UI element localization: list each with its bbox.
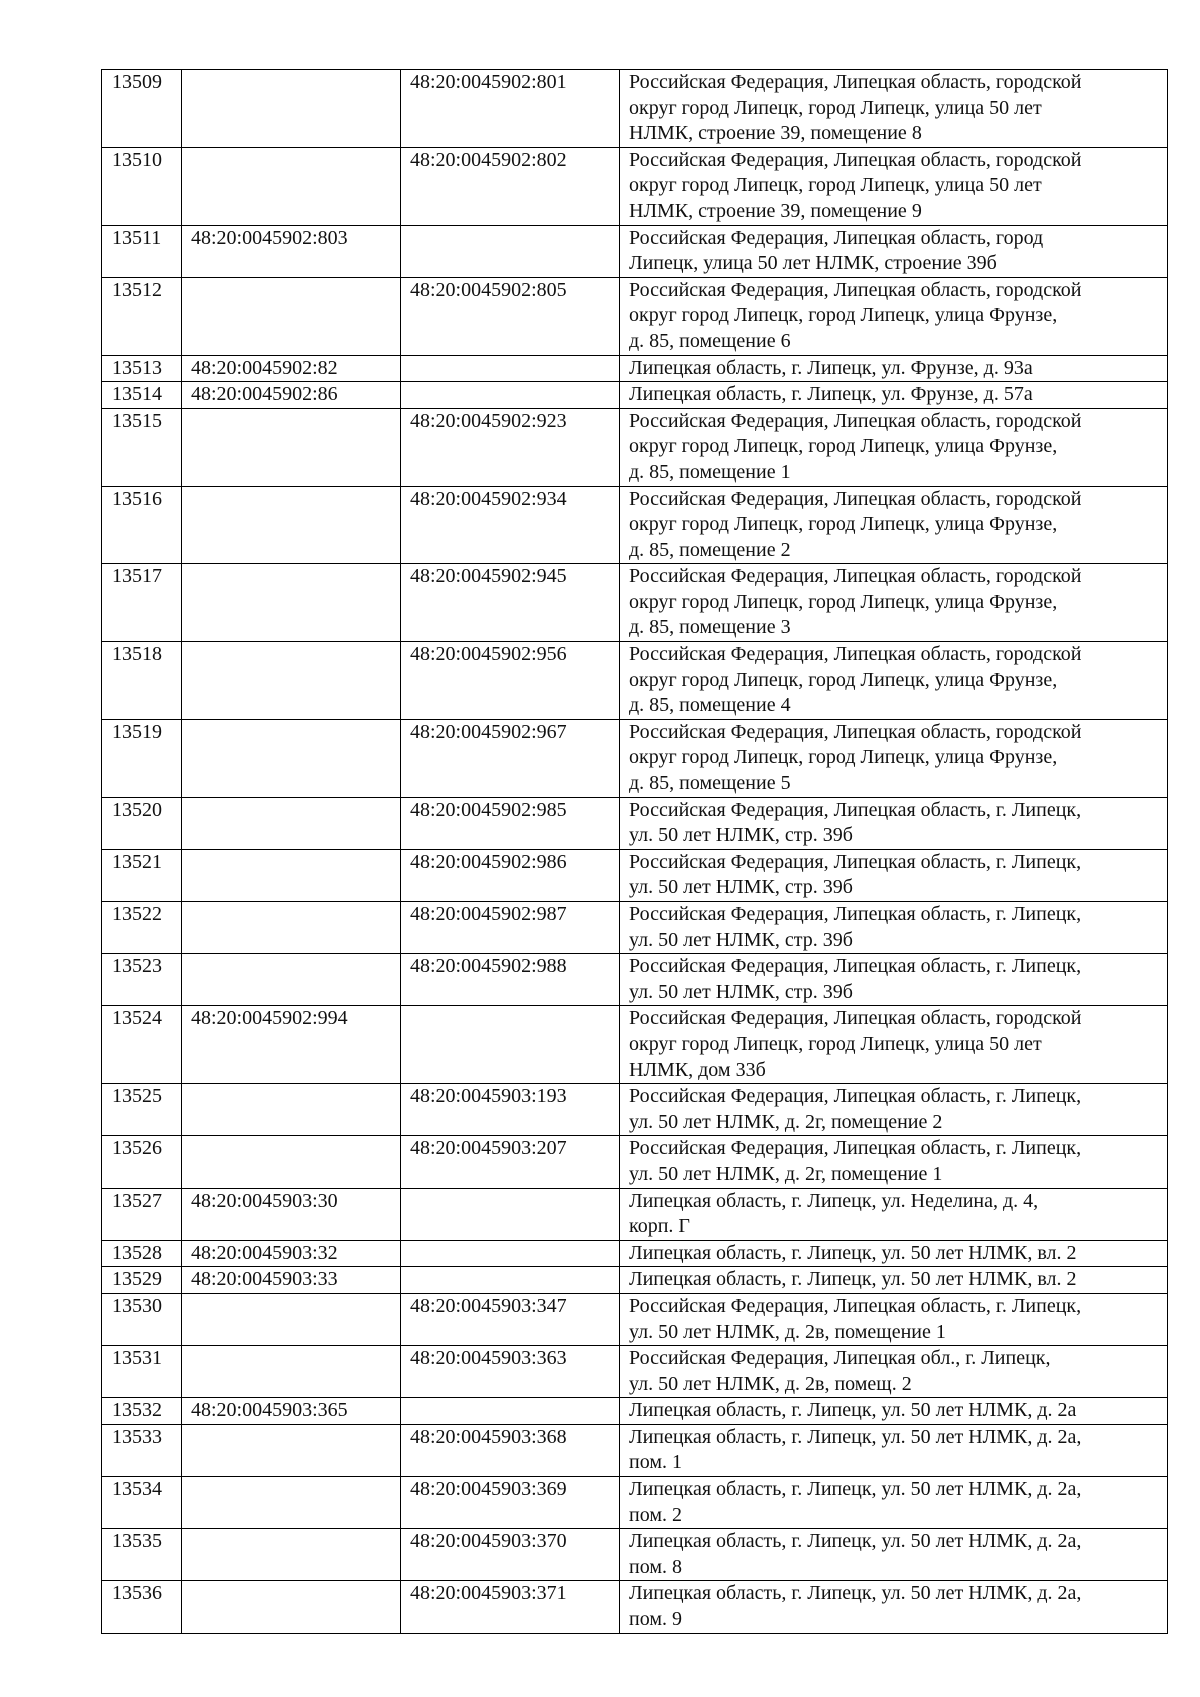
object-cadastral-number-cell: 48:20:0045903:363 <box>401 1346 620 1398</box>
row-number-cell: 13523 <box>102 954 182 1006</box>
object-cadastral-number-cell <box>401 1398 620 1425</box>
object-cadastral-number-cell: 48:20:0045902:956 <box>401 642 620 720</box>
land-cadastral-number-cell <box>182 564 401 642</box>
table-row <box>102 1529 1168 1581</box>
address-cell: Липецкая область, г. Липецк, ул. Фрунзе, д. 57а <box>620 382 1168 409</box>
object-cadastral-number-cell <box>401 1006 620 1084</box>
land-cadastral-number-cell: 48:20:0045902:86 <box>182 382 401 409</box>
table-row <box>102 902 1168 954</box>
object-cadastral-number-cell: 48:20:0045902:967 <box>401 719 620 797</box>
address-cell: Российская Федерация, Липецкая область, г. Липецк, ул. 50 лет НЛМК, д. 2в, помещение 1 <box>620 1293 1168 1345</box>
table-row <box>102 1581 1168 1633</box>
object-cadastral-number-cell: 48:20:0045902:934 <box>401 486 620 564</box>
row-number-cell: 13532 <box>102 1398 182 1425</box>
row-number-cell: 13531 <box>102 1346 182 1398</box>
table-row <box>102 719 1168 797</box>
object-cadastral-number-cell: 48:20:0045903:207 <box>401 1136 620 1188</box>
land-cadastral-number-cell <box>182 1293 401 1345</box>
land-cadastral-number-cell: 48:20:0045903:32 <box>182 1240 401 1267</box>
row-number-cell: 13535 <box>102 1529 182 1581</box>
address-cell: Липецкая область, г. Липецк, ул. 50 лет НЛМК, д. 2а, пом. 1 <box>620 1424 1168 1476</box>
row-number-cell: 13527 <box>102 1188 182 1240</box>
row-number-cell: 13528 <box>102 1240 182 1267</box>
land-cadastral-number-cell: 48:20:0045902:994 <box>182 1006 401 1084</box>
row-number-cell: 13513 <box>102 355 182 382</box>
table-row <box>102 797 1168 849</box>
land-cadastral-number-cell <box>182 1136 401 1188</box>
land-cadastral-number-cell <box>182 719 401 797</box>
table-row <box>102 408 1168 486</box>
object-cadastral-number-cell: 48:20:0045903:369 <box>401 1477 620 1529</box>
object-cadastral-number-cell: 48:20:0045902:987 <box>401 902 620 954</box>
address-cell: Российская Федерация, Липецкая область, г. Липецк, ул. 50 лет НЛМК, д. 2г, помещение 2 <box>620 1084 1168 1136</box>
land-cadastral-number-cell <box>182 1346 401 1398</box>
address-cell: Липецкая область, г. Липецк, ул. Фрунзе, д. 93а <box>620 355 1168 382</box>
address-cell: Российская Федерация, Липецкая область, городской округ город Липецк, город Липецк, улица Фрунзе, д. 85, помещение 4 <box>620 642 1168 720</box>
row-number-cell: 13517 <box>102 564 182 642</box>
table-row <box>102 1346 1168 1398</box>
row-number-cell: 13533 <box>102 1424 182 1476</box>
row-number-cell: 13521 <box>102 849 182 901</box>
row-number-cell: 13525 <box>102 1084 182 1136</box>
row-number-cell: 13515 <box>102 408 182 486</box>
object-cadastral-number-cell: 48:20:0045902:945 <box>401 564 620 642</box>
land-cadastral-number-cell: 48:20:0045902:82 <box>182 355 401 382</box>
registry-table-body <box>102 70 1168 1634</box>
row-number-cell: 13526 <box>102 1136 182 1188</box>
address-cell: Российская Федерация, Липецкая область, г. Липецк, ул. 50 лет НЛМК, стр. 39б <box>620 797 1168 849</box>
object-cadastral-number-cell: 48:20:0045903:371 <box>401 1581 620 1633</box>
table-row <box>102 382 1168 409</box>
address-cell: Липецкая область, г. Липецк, ул. 50 лет НЛМК, д. 2а, пом. 2 <box>620 1477 1168 1529</box>
object-cadastral-number-cell: 48:20:0045902:805 <box>401 277 620 355</box>
land-cadastral-number-cell <box>182 147 401 225</box>
land-cadastral-number-cell <box>182 642 401 720</box>
address-cell: Российская Федерация, Липецкая область, г. Липецк, ул. 50 лет НЛМК, стр. 39б <box>620 849 1168 901</box>
table-row <box>102 1136 1168 1188</box>
table-row <box>102 486 1168 564</box>
table-row <box>102 1398 1168 1425</box>
address-cell: Российская Федерация, Липецкая область, городской округ город Липецк, город Липецк, улица Фрунзе, д. 85, помещение 3 <box>620 564 1168 642</box>
land-cadastral-number-cell: 48:20:0045903:30 <box>182 1188 401 1240</box>
object-cadastral-number-cell: 48:20:0045903:347 <box>401 1293 620 1345</box>
row-number-cell: 13509 <box>102 70 182 148</box>
table-row <box>102 147 1168 225</box>
address-cell: Российская Федерация, Липецкая область, городской округ город Липецк, город Липецк, улица Фрунзе, д. 85, помещение 1 <box>620 408 1168 486</box>
table-row <box>102 225 1168 277</box>
address-cell: Российская Федерация, Липецкая область, городской округ город Липецк, город Липецк, улица Фрунзе, д. 85, помещение 5 <box>620 719 1168 797</box>
land-cadastral-number-cell: 48:20:0045903:365 <box>182 1398 401 1425</box>
land-cadastral-number-cell <box>182 797 401 849</box>
address-cell: Российская Федерация, Липецкая область, городской округ город Липецк, город Липецк, улица 50 лет НЛМК, дом 33б <box>620 1006 1168 1084</box>
land-cadastral-number-cell <box>182 486 401 564</box>
land-cadastral-number-cell <box>182 408 401 486</box>
table-row <box>102 1267 1168 1294</box>
land-cadastral-number-cell <box>182 1084 401 1136</box>
row-number-cell: 13522 <box>102 902 182 954</box>
land-cadastral-number-cell <box>182 277 401 355</box>
address-cell: Липецкая область, г. Липецк, ул. 50 лет НЛМК, вл. 2 <box>620 1267 1168 1294</box>
row-number-cell: 13519 <box>102 719 182 797</box>
table-row <box>102 849 1168 901</box>
address-cell: Российская Федерация, Липецкая область, городской округ город Липецк, город Липецк, улица Фрунзе, д. 85, помещение 2 <box>620 486 1168 564</box>
table-row <box>102 1006 1168 1084</box>
address-cell: Липецкая область, г. Липецк, ул. 50 лет НЛМК, вл. 2 <box>620 1240 1168 1267</box>
object-cadastral-number-cell <box>401 1267 620 1294</box>
table-row <box>102 1477 1168 1529</box>
address-cell: Российская Федерация, Липецкая область, городской округ город Липецк, город Липецк, улица 50 лет НЛМК, строение 39, помещение 9 <box>620 147 1168 225</box>
object-cadastral-number-cell: 48:20:0045903:193 <box>401 1084 620 1136</box>
row-number-cell: 13524 <box>102 1006 182 1084</box>
object-cadastral-number-cell: 48:20:0045903:368 <box>401 1424 620 1476</box>
row-number-cell: 13518 <box>102 642 182 720</box>
row-number-cell: 13529 <box>102 1267 182 1294</box>
table-row <box>102 277 1168 355</box>
row-number-cell: 13516 <box>102 486 182 564</box>
table-row <box>102 954 1168 1006</box>
row-number-cell: 13512 <box>102 277 182 355</box>
land-cadastral-number-cell: 48:20:0045903:33 <box>182 1267 401 1294</box>
row-number-cell: 13520 <box>102 797 182 849</box>
row-number-cell: 13514 <box>102 382 182 409</box>
registry-table <box>101 69 1168 1634</box>
row-number-cell: 13510 <box>102 147 182 225</box>
object-cadastral-number-cell <box>401 225 620 277</box>
land-cadastral-number-cell <box>182 1424 401 1476</box>
object-cadastral-number-cell <box>401 1188 620 1240</box>
object-cadastral-number-cell: 48:20:0045902:988 <box>401 954 620 1006</box>
land-cadastral-number-cell <box>182 902 401 954</box>
address-cell: Липецкая область, г. Липецк, ул. 50 лет НЛМК, д. 2а, пом. 8 <box>620 1529 1168 1581</box>
object-cadastral-number-cell: 48:20:0045902:985 <box>401 797 620 849</box>
object-cadastral-number-cell: 48:20:0045902:801 <box>401 70 620 148</box>
land-cadastral-number-cell <box>182 1529 401 1581</box>
address-cell: Липецкая область, г. Липецк, ул. 50 лет НЛМК, д. 2а, пом. 9 <box>620 1581 1168 1633</box>
row-number-cell: 13530 <box>102 1293 182 1345</box>
table-row <box>102 564 1168 642</box>
table-row <box>102 70 1168 148</box>
table-row <box>102 1240 1168 1267</box>
row-number-cell: 13534 <box>102 1477 182 1529</box>
table-row <box>102 1293 1168 1345</box>
land-cadastral-number-cell <box>182 1581 401 1633</box>
land-cadastral-number-cell: 48:20:0045902:803 <box>182 225 401 277</box>
object-cadastral-number-cell: 48:20:0045903:370 <box>401 1529 620 1581</box>
address-cell: Российская Федерация, Липецкая область, г. Липецк, ул. 50 лет НЛМК, стр. 39б <box>620 954 1168 1006</box>
object-cadastral-number-cell: 48:20:0045902:986 <box>401 849 620 901</box>
table-row <box>102 642 1168 720</box>
address-cell: Липецкая область, г. Липецк, ул. Неделина, д. 4, корп. Г <box>620 1188 1168 1240</box>
object-cadastral-number-cell: 48:20:0045902:802 <box>401 147 620 225</box>
land-cadastral-number-cell <box>182 1477 401 1529</box>
address-cell: Российская Федерация, Липецкая область, город Липецк, улица 50 лет НЛМК, строение 39б <box>620 225 1168 277</box>
address-cell: Российская Федерация, Липецкая область, г. Липецк, ул. 50 лет НЛМК, д. 2г, помещение 1 <box>620 1136 1168 1188</box>
object-cadastral-number-cell: 48:20:0045902:923 <box>401 408 620 486</box>
address-cell: Липецкая область, г. Липецк, ул. 50 лет НЛМК, д. 2а <box>620 1398 1168 1425</box>
address-cell: Российская Федерация, Липецкая область, городской округ город Липецк, город Липецк, улица 50 лет НЛМК, строение 39, помещение 8 <box>620 70 1168 148</box>
address-cell: Российская Федерация, Липецкая область, городской округ город Липецк, город Липецк, улица Фрунзе, д. 85, помещение 6 <box>620 277 1168 355</box>
table-row <box>102 355 1168 382</box>
land-cadastral-number-cell <box>182 70 401 148</box>
object-cadastral-number-cell <box>401 355 620 382</box>
land-cadastral-number-cell <box>182 849 401 901</box>
table-row <box>102 1424 1168 1476</box>
land-cadastral-number-cell <box>182 954 401 1006</box>
table-row <box>102 1188 1168 1240</box>
address-cell: Российская Федерация, Липецкая область, г. Липецк, ул. 50 лет НЛМК, стр. 39б <box>620 902 1168 954</box>
object-cadastral-number-cell <box>401 382 620 409</box>
address-cell: Российская Федерация, Липецкая обл., г. Липецк, ул. 50 лет НЛМК, д. 2в, помещ. 2 <box>620 1346 1168 1398</box>
table-row <box>102 1084 1168 1136</box>
object-cadastral-number-cell <box>401 1240 620 1267</box>
row-number-cell: 13511 <box>102 225 182 277</box>
row-number-cell: 13536 <box>102 1581 182 1633</box>
